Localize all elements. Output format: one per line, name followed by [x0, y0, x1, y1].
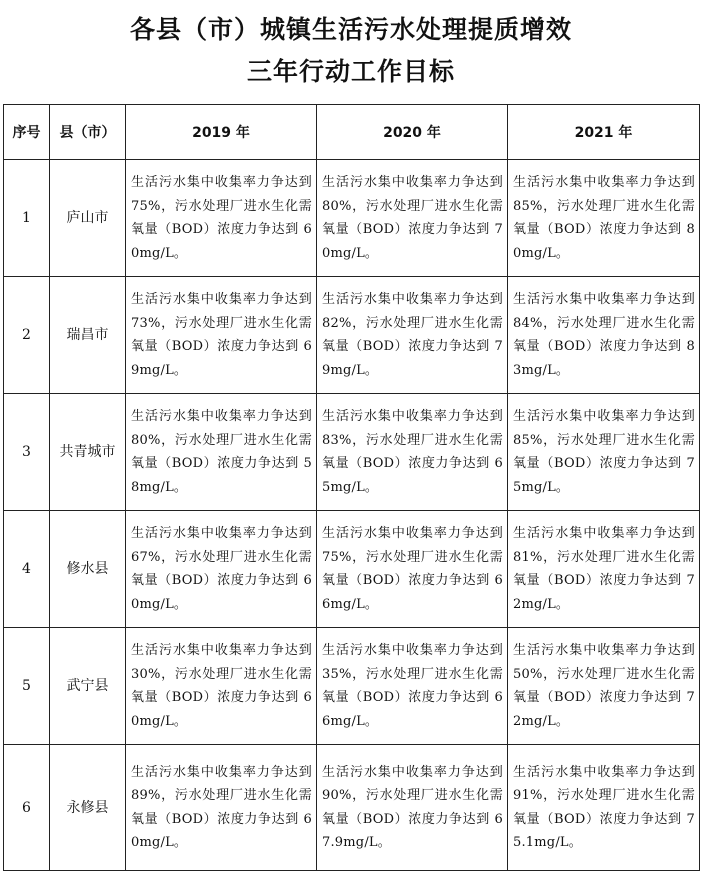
header-2020: 2020 年 — [317, 105, 508, 160]
row-index: 6 — [4, 745, 50, 871]
table-row — [4, 511, 700, 628]
target-2021: 生活污水集中收集率力争达到 85%，污水处理厂进水生化需氧量（BOD）浓度力争达到 80mg/L。 — [508, 160, 700, 277]
target-2021: 生活污水集中收集率力争达到 50%，污水处理厂进水生化需氧量（BOD）浓度力争达到 72mg/L。 — [508, 628, 700, 745]
target-2019: 生活污水集中收集率力争达到 30%，污水处理厂进水生化需氧量（BOD）浓度力争达到 60mg/L。 — [126, 628, 317, 745]
table-row — [4, 394, 700, 511]
row-county: 瑞昌市 — [50, 277, 126, 394]
target-2021: 生活污水集中收集率力争达到 91%，污水处理厂进水生化需氧量（BOD）浓度力争达到 75.1mg/L。 — [508, 745, 700, 871]
row-index: 1 — [4, 160, 50, 277]
target-2019: 生活污水集中收集率力争达到 80%，污水处理厂进水生化需氧量（BOD）浓度力争达到 58mg/L。 — [126, 394, 317, 511]
header-county: 县（市） — [50, 105, 126, 160]
row-index: 4 — [4, 511, 50, 628]
target-2020: 生活污水集中收集率力争达到 80%，污水处理厂进水生化需氧量（BOD）浓度力争达到 70mg/L。 — [317, 160, 508, 277]
target-2021: 生活污水集中收集率力争达到 85%，污水处理厂进水生化需氧量（BOD）浓度力争达到 75mg/L。 — [508, 394, 700, 511]
table-row — [4, 745, 700, 871]
target-2020: 生活污水集中收集率力争达到 90%，污水处理厂进水生化需氧量（BOD）浓度力争达到 67.9mg/L。 — [317, 745, 508, 871]
header-index: 序号 — [4, 105, 50, 160]
row-county: 修水县 — [50, 511, 126, 628]
row-index: 5 — [4, 628, 50, 745]
row-county: 永修县 — [50, 745, 126, 871]
targets-table — [3, 104, 700, 871]
document-title-line-1: 各县（市）城镇生活污水处理提质增效 — [129, 15, 572, 44]
row-county: 武宁县 — [50, 628, 126, 745]
target-2020: 生活污水集中收集率力争达到 75%，污水处理厂进水生化需氧量（BOD）浓度力争达到 66mg/L。 — [317, 511, 508, 628]
header-2021: 2021 年 — [508, 105, 700, 160]
document-title-line-2: 三年行动工作目标 — [246, 57, 455, 86]
target-2019: 生活污水集中收集率力争达到 89%，污水处理厂进水生化需氧量（BOD）浓度力争达到 60mg/L。 — [126, 745, 317, 871]
row-index: 3 — [4, 394, 50, 511]
header-2019: 2019 年 — [126, 105, 317, 160]
target-2019: 生活污水集中收集率力争达到 75%，污水处理厂进水生化需氧量（BOD）浓度力争达到 60mg/L。 — [126, 160, 317, 277]
target-2020: 生活污水集中收集率力争达到 83%，污水处理厂进水生化需氧量（BOD）浓度力争达到 65mg/L。 — [317, 394, 508, 511]
target-2019: 生活污水集中收集率力争达到 67%，污水处理厂进水生化需氧量（BOD）浓度力争达到 60mg/L。 — [126, 511, 317, 628]
target-2021: 生活污水集中收集率力争达到 81%，污水处理厂进水生化需氧量（BOD）浓度力争达到 72mg/L。 — [508, 511, 700, 628]
row-index: 2 — [4, 277, 50, 394]
table-row — [4, 628, 700, 745]
table-row — [4, 160, 700, 277]
target-2020: 生活污水集中收集率力争达到 35%，污水处理厂进水生化需氧量（BOD）浓度力争达到 66mg/L。 — [317, 628, 508, 745]
row-county: 庐山市 — [50, 160, 126, 277]
target-2020: 生活污水集中收集率力争达到 82%，污水处理厂进水生化需氧量（BOD）浓度力争达到 79mg/L。 — [317, 277, 508, 394]
target-2019: 生活污水集中收集率力争达到 73%，污水处理厂进水生化需氧量（BOD）浓度力争达到 69mg/L。 — [126, 277, 317, 394]
row-county: 共青城市 — [50, 394, 126, 511]
target-2021: 生活污水集中收集率力争达到 84%，污水处理厂进水生化需氧量（BOD）浓度力争达到 83mg/L。 — [508, 277, 700, 394]
table-header-row — [4, 105, 700, 160]
table-row — [4, 277, 700, 394]
